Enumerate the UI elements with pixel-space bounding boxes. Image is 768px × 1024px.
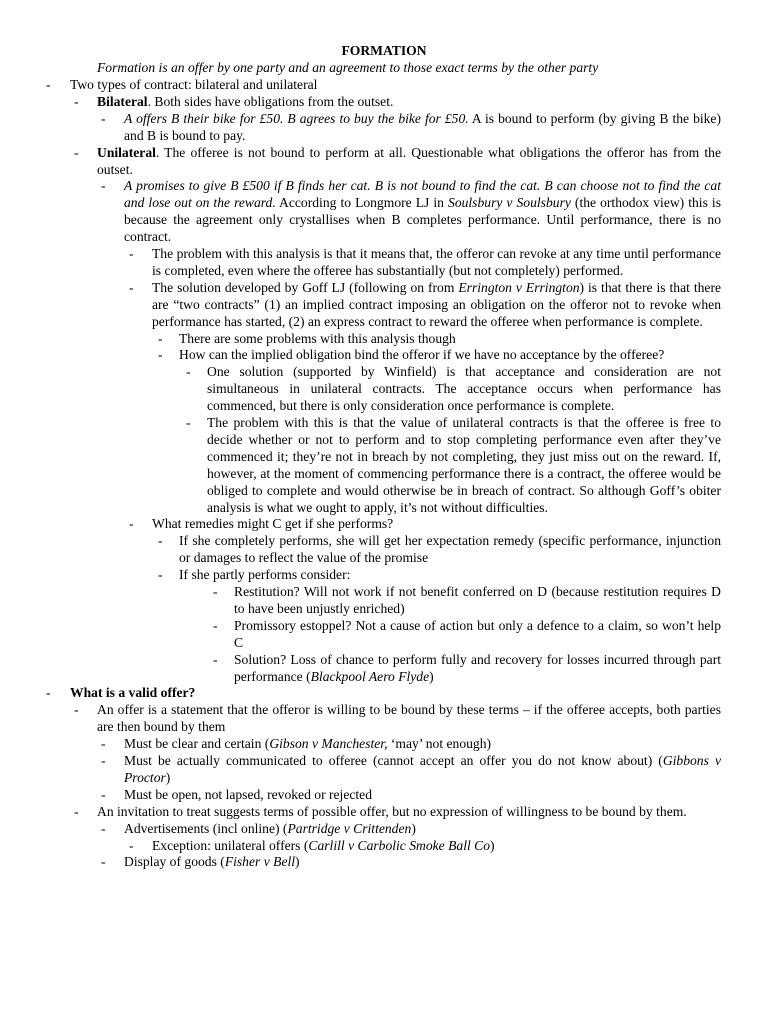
bullet-dash: - bbox=[186, 415, 191, 430]
text-run: . The offeree is not bound to perform at all. Questionable what obligations the offeror has from the outset. bbox=[97, 144, 721, 177]
text-run: A is bound to perform (by giving B the bike) and B is bound to pay. bbox=[124, 110, 721, 143]
bullet-text bbox=[207, 364, 721, 415]
text-run: Carlill v Carbolic Smoke Ball Co bbox=[308, 837, 491, 853]
text-run: A offers B their bike for £50. B agrees to buy the bike for £50. bbox=[124, 110, 469, 126]
bullet-dash: - bbox=[129, 837, 134, 853]
bullet-dash: - bbox=[74, 803, 79, 819]
text-run: If she completely performs, she will get her expectation remedy (specific performance, injunction or damages to reflect the value of the promise bbox=[179, 533, 721, 566]
bullet-dash: - bbox=[129, 246, 134, 261]
text-run: Exception: unilateral offers ( bbox=[152, 837, 309, 853]
bullet-text bbox=[124, 736, 721, 753]
bullet-dash: - bbox=[101, 786, 106, 802]
bullet-dash: - bbox=[158, 567, 163, 583]
bullet-dash: - bbox=[213, 584, 218, 599]
bullet-text bbox=[152, 838, 721, 855]
bullet-text bbox=[70, 77, 721, 94]
bullet-dash: - bbox=[101, 110, 106, 126]
bullet-dash: - bbox=[158, 533, 163, 549]
bullet-dash: - bbox=[129, 279, 134, 295]
text-run: A promises to give B £500 if B finds her cat. B is not bound to find the cat. B can choose not to find the cat and lose out on the reward. bbox=[124, 178, 721, 211]
bullet-dash: - bbox=[213, 651, 218, 667]
bullet-text bbox=[234, 652, 721, 686]
text-run: What is a valid offer? bbox=[70, 685, 196, 701]
bullet-dash: - bbox=[101, 753, 106, 768]
bullet-dash: - bbox=[101, 178, 106, 194]
text-run: Partridge v Crittenden bbox=[287, 820, 412, 836]
bullet-dash: - bbox=[74, 144, 79, 160]
text-run: ) bbox=[429, 668, 434, 684]
text-run: Restitution? Will not work if not benefit conferred on D (because restitution requires D to have been unjustly enriched) bbox=[234, 584, 721, 616]
bullet-text bbox=[152, 516, 721, 533]
bullet-dash: - bbox=[74, 702, 79, 718]
bullet-text bbox=[124, 753, 721, 787]
bullet-dash: - bbox=[46, 77, 51, 92]
bullet-dash: - bbox=[46, 685, 51, 701]
text-run: . Both sides have obligations from the outset. bbox=[147, 93, 394, 109]
bullet-text bbox=[234, 618, 721, 652]
bullet-text bbox=[124, 854, 721, 871]
text-run: Gibbons v Proctor bbox=[124, 753, 721, 785]
text-run: (the orthodox view) this is because the agreement only crystallises when B completes performance. Until performance, there is no contract. bbox=[124, 195, 721, 245]
text-run: ) bbox=[411, 820, 416, 836]
text-run: The problem with this is that the value of unilateral contracts is that the offeree is free to decide whether or not to perform and to stop completing performance even after they’ve commenced it; they’re not in breach by not completing, they just miss out on the reward. If, however, at the moment of commencing performance there is a contract, the offeree would be obliged to complete and would otherwise be in breach of contract. So although Goff’s obiter analysis is what we ought to apply, it’s not without difficulties. bbox=[207, 415, 721, 515]
text-run: The solution developed by Goff LJ (following on from bbox=[152, 279, 459, 295]
text-run: Must be open, not lapsed, revoked or rejected bbox=[124, 786, 373, 802]
text-run: Advertisements (incl online) ( bbox=[124, 820, 288, 836]
text-run: Errington v Errington bbox=[458, 279, 580, 295]
text-run: Soulsbury v Soulsbury bbox=[448, 195, 571, 211]
bullet-text bbox=[152, 280, 721, 331]
text-run: If she partly performs consider: bbox=[179, 567, 351, 583]
text-run: ‘may’ not enough) bbox=[387, 736, 492, 752]
bullet-text bbox=[97, 804, 721, 821]
bullet-text bbox=[207, 415, 721, 516]
text-run: Display of goods ( bbox=[124, 854, 225, 870]
text-run: Solution? Loss of chance to perform fully and recovery for losses incurred through part performance ( bbox=[234, 651, 721, 684]
bullet-text bbox=[124, 787, 721, 804]
text-run: ) is that there is that there are “two contracts” (1) an implied contract imposing an obligation on the offeror not to revoke when performance has started, (2) an express contract to reward the offeree when performance is complete. bbox=[152, 279, 721, 329]
text-run: Promissory estoppel? Not a cause of action but only a defence to a claim, so won’t help C bbox=[234, 617, 721, 650]
bullet-dash: - bbox=[129, 516, 134, 532]
bullet-dash: - bbox=[158, 330, 163, 346]
text-run: ) bbox=[165, 769, 171, 785]
bullet-text bbox=[97, 702, 721, 736]
text-run: How can the implied obligation bind the offeror if we have no acceptance by the offeree? bbox=[179, 347, 665, 363]
page-title: FORMATION bbox=[341, 43, 427, 58]
bullet-text bbox=[97, 94, 721, 111]
page-subtitle: Formation is an offer by one party and an agreement to those exact terms by the other party bbox=[97, 60, 599, 75]
bullet-dash: - bbox=[101, 854, 106, 870]
text-run: An offer is a statement that the offeror is willing to be bound by these terms – if the offeree accepts, both parties are then bound by them bbox=[97, 702, 721, 735]
bullet-text bbox=[124, 821, 721, 838]
text-run: According to Longmore LJ in bbox=[275, 195, 449, 211]
text-run: Fisher v Bell bbox=[224, 854, 296, 870]
bullet-dash: - bbox=[213, 617, 218, 633]
bullet-text bbox=[234, 584, 721, 618]
text-run: Gibson v Manchester, bbox=[269, 736, 388, 752]
text-run: The problem with this analysis is that it means that, the offeror can revoke at any time until performance is completed, even where the offeree has substantially (but not completely) performed. bbox=[152, 246, 721, 278]
bullet-text bbox=[70, 685, 721, 702]
text-run: ) bbox=[295, 854, 300, 870]
text-run: Must be clear and certain ( bbox=[124, 736, 270, 752]
bullet-dash: - bbox=[158, 347, 163, 363]
text-run: One solution (supported by Winfield) is that acceptance and consideration are not simultaneous in unilateral contracts. The acceptance occurs when performance has commenced, but there is only consideration once performance is complete. bbox=[207, 364, 721, 414]
bullet-text bbox=[97, 145, 721, 179]
bullet-text bbox=[179, 331, 721, 348]
text-run: An invitation to treat suggests terms of possible offer, but no expression of willingness to be bound by them. bbox=[97, 803, 687, 819]
text-run: Blackpool Aero Flyde bbox=[310, 668, 430, 684]
bullet-text bbox=[179, 567, 721, 584]
bullet-dash: - bbox=[74, 93, 79, 109]
text-run: Two types of contract: bilateral and unilateral bbox=[70, 77, 318, 92]
bullet-dash: - bbox=[101, 736, 106, 752]
bullet-text bbox=[124, 111, 721, 145]
bullet-text bbox=[152, 246, 721, 280]
bullet-text bbox=[179, 533, 721, 567]
bullet-text bbox=[179, 347, 721, 364]
bullet-dash: - bbox=[186, 364, 191, 380]
bullet-dash: - bbox=[101, 820, 106, 836]
text-run: Bilateral bbox=[97, 93, 148, 109]
bullet-text bbox=[124, 178, 721, 246]
text-run: Unilateral bbox=[97, 144, 156, 160]
text-run: There are some problems with this analysis though bbox=[179, 330, 456, 346]
text-run: Must be actually communicated to offeree (cannot accept an offer you do not know about) ( bbox=[124, 753, 663, 768]
text-run: ) bbox=[490, 837, 495, 853]
text-run: What remedies might C get if she performs? bbox=[152, 516, 394, 532]
